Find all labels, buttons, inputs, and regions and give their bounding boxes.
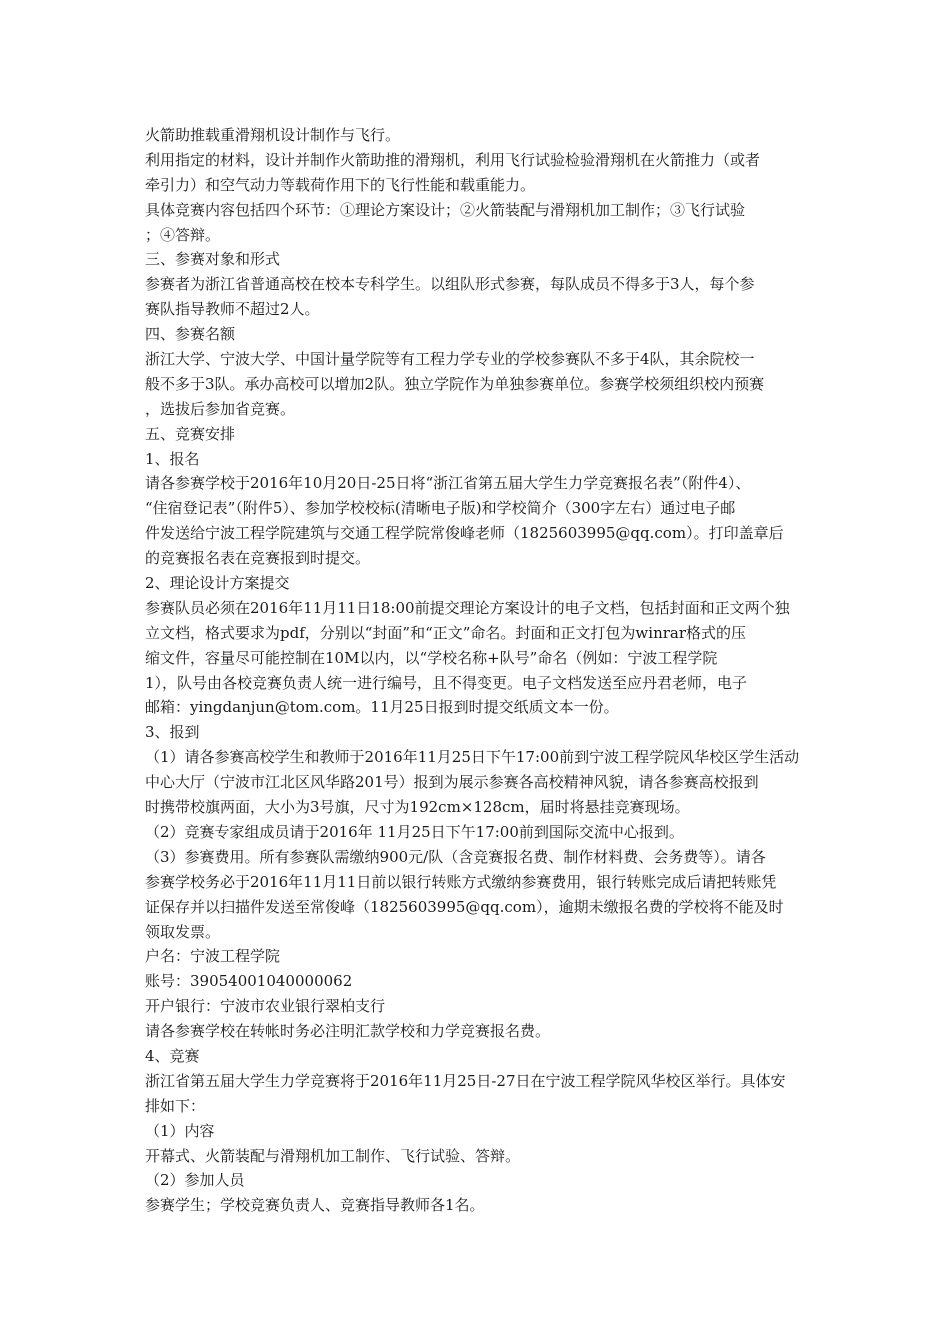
text-line: 火箭助推载重滑翔机设计制作与飞行。 <box>145 126 401 144</box>
text-line: 参赛者为浙江省普通高校在校本专科学生。以组队形式参赛，每队成员不得多于3人，每个参 <box>145 275 755 294</box>
text-line: （2）竞赛专家组成员请于2016年 11月25日下午17:00前到国际交流中心报到。 <box>145 822 684 841</box>
text-line: （1）内容 <box>145 1121 215 1140</box>
text-line: 1、报名 <box>145 449 200 468</box>
text-line: 邮箱：yingdanjun@tom.com。11月25日报到时提交纸质文本一份。 <box>145 698 619 717</box>
text-line: 参赛队员必须在2016年11月11日18:00前提交理论方案设计的电子文档，包括封面和正文两个独 <box>145 598 790 617</box>
text-line: 参赛学生；学校竞赛负责人、竞赛指导教师各1名。 <box>145 1196 485 1215</box>
text-line: 利用指定的材料，设计并制作火箭助推的滑翔机，利用飞行试验检验滑翔机在火箭推力（或者 <box>145 150 761 169</box>
text-line: 开户银行：宁波市农业银行翠柏支行 <box>145 997 386 1016</box>
text-line: 三、参赛对象和形式 <box>145 250 281 269</box>
text-line: 浙江省第五届大学生力学竞赛将于2016年11月25日-27日在宁波工程学院风华校区举行。具体安 <box>145 1071 786 1090</box>
text-line: 赛队指导教师不超过2人。 <box>145 300 320 319</box>
text-line: 1），队号由各校竞赛负责人统一进行编号，且不得变更。电子文档发送至应丹君老师，电子 <box>145 673 748 692</box>
text-line: 请各参赛学校于2016年10月20日-25日将“浙江省第五届大学生力学竞赛报名表”（附件4）、 <box>145 474 751 493</box>
text-line: 领取发票。 <box>145 922 221 941</box>
text-line: 证保存并以扫描件发送至常俊峰（1825603995@qq.com），逾期未缴报名费的学校将不能及时 <box>145 897 784 916</box>
text-line: ；④答辩。 <box>145 225 221 244</box>
text-line: 立文档，格式要求为pdf，分别以“封面”和“正文”命名。封面和正文打包为winrar格式的压 <box>145 623 747 642</box>
document-body <box>145 123 845 1218</box>
text-line: 排如下： <box>145 1096 206 1115</box>
text-line: “住宿登记表”（附件5）、参加学校校标(清晰电子版)和学校简介（300字左右）通过电子邮 <box>145 499 736 518</box>
text-line: 五、竞赛安排 <box>145 424 236 443</box>
text-line: 般不多于3队。承办高校可以增加2队。独立学院作为单独参赛单位。参赛学校须组织校内预赛 <box>145 374 765 393</box>
text-line: 浙江大学、宁波大学、中国计量学院等有工程力学专业的学校参赛队不多于4队，其余院校一 <box>145 350 755 369</box>
text-line: 四、参赛名额 <box>145 325 236 344</box>
text-line: 件发送给宁波工程学院建筑与交通工程学院常俊峰老师（1825603995@qq.com）。打印盖章后 <box>145 524 784 543</box>
text-line: 请各参赛学校在转帐时务必注明汇款学校和力学竞赛报名费。 <box>145 1022 551 1041</box>
text-line: ，选拔后参加省竞赛。 <box>145 399 296 418</box>
text-line: 账号：39054001040000062 <box>145 972 353 991</box>
text-line: （1）请各参赛高校学生和教师于2016年11月25日下午17:00前到宁波工程学院风华校区学生活动 <box>145 748 800 767</box>
text-line: 缩文件，容量尽可能控制在10M以内，以“学校名称+队号”命名（例如：宁波工程学院 <box>145 648 718 667</box>
text-line: 参赛学校务必于2016年11月11日前以银行转账方式缴纳参赛费用，银行转账完成后请把转账凭 <box>145 872 777 891</box>
text-line: 中心大厅（宁波市江北区风华路201号）报到为展示参赛各高校精神风貌，请各参赛高校报到 <box>145 773 759 792</box>
text-line: 3、报到 <box>145 723 200 742</box>
text-line: 户名：宁波工程学院 <box>145 947 281 966</box>
text-line: 2、理论设计方案提交 <box>145 574 290 593</box>
text-line: （3）参赛费用。所有参赛队需缴纳900元/队（含竞赛报名费、制作材料费、会务费等）。请各 <box>145 847 766 866</box>
text-line: 4、竞赛 <box>145 1046 200 1065</box>
text-line: 开幕式、火箭装配与滑翔机加工制作、飞行试验、答辩。 <box>145 1146 521 1165</box>
text-line: 牵引力）和空气动力等载荷作用下的飞行性能和载重能力。 <box>145 175 536 194</box>
text-line: 时携带校旗两面，大小为3号旗，尺寸为192cm×128cm，届时将悬挂竞赛现场。 <box>145 798 690 817</box>
text-line: （2）参加人员 <box>145 1171 245 1190</box>
text-line: 的竞赛报名表在竞赛报到时提交。 <box>145 549 371 568</box>
text-line: 具体竞赛内容包括四个环节：①理论方案设计；②火箭装配与滑翔机加工制作；③飞行试验 <box>145 200 746 219</box>
